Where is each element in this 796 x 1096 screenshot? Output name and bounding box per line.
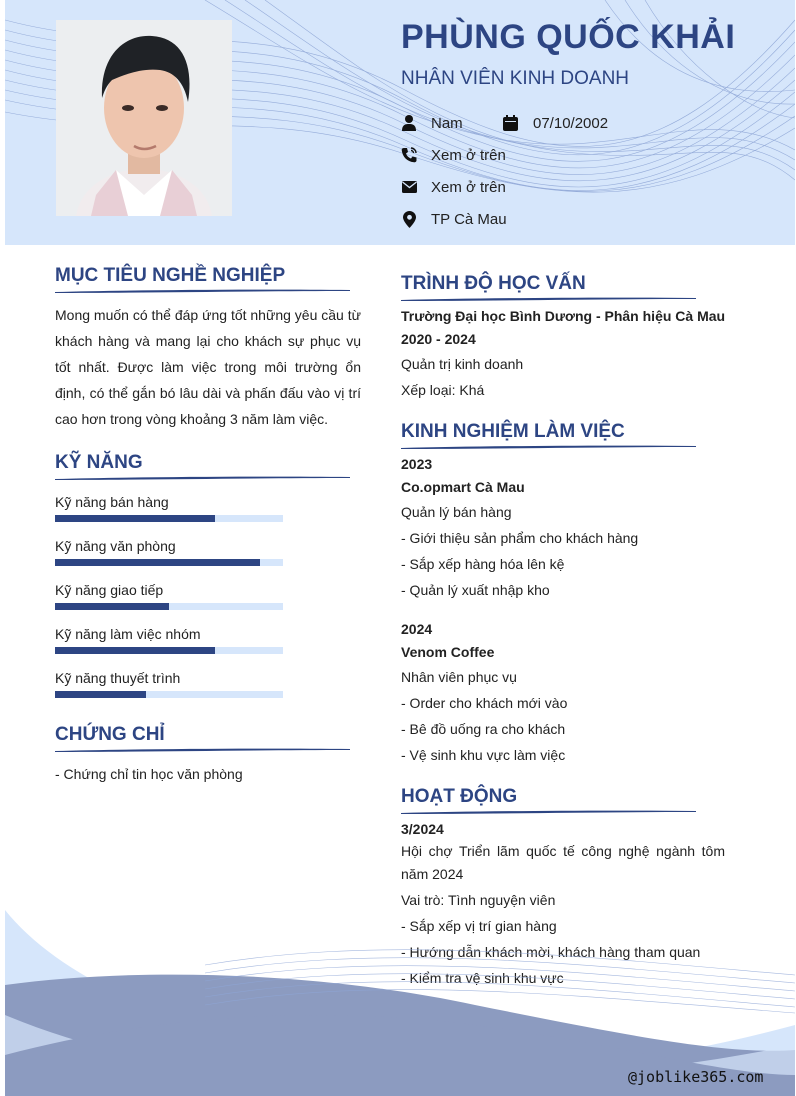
experience-underline [401,444,696,450]
activity-date: 3/2024 [401,821,444,837]
education-major: Quản trị kinh doanh [401,356,524,372]
job-task: - Quản lý xuất nhập kho [401,582,550,598]
skill-fill [55,691,146,698]
gender-row [401,113,463,133]
certificate-item: - Chứng chỉ tin học văn phòng [55,766,243,782]
skill-label: Kỹ năng bán hàng [55,494,169,510]
watermark-text: @joblike365.com [628,1068,764,1086]
skill-fill [55,603,169,610]
objective-text: Mong muốn có thể đáp ứng tốt những yêu cầu từ khách hàng và mang lại cho khách sự phục vụ tốt nhất. Được làm việc trong môi trường ổn định, có thể gắn bó lâu dài và phấn đấu vào vị trí cao hơn trong vòng khoảng 3 năm làm việc. [55,307,361,427]
job-company: Venom Coffee [401,644,495,660]
activity-task: - Kiểm tra vệ sinh khu vực [401,970,564,986]
skill-label: Kỹ năng giao tiếp [55,582,164,598]
user-icon [401,114,417,132]
job-role: Quản lý bán hàng [401,504,512,520]
phone-value: Xem ở trên [431,146,506,164]
skill-bar [55,691,283,698]
education-school: Trường Đại học Bình Dương - Phân hiệu Cà Mau [401,308,726,324]
job-year: 2023 [401,456,433,472]
email-value: Xem ở trên [431,178,506,196]
profile-photo [56,20,232,216]
candidate-name: PHÙNG QUỐC KHẢI [401,18,736,56]
skill-bar [55,515,283,522]
skill-label: Kỹ năng làm việc nhóm [55,626,201,642]
job-company: Co.opmart Cà Mau [401,479,525,495]
job-task: - Bê đồ uống ra cho khách [401,721,566,737]
education-underline [401,296,696,302]
skill-bar [55,603,283,610]
skills-underline [55,475,350,481]
job-task: - Order cho khách mới vào [401,695,568,711]
gender-value: Nam [431,114,463,132]
skill-fill [55,559,260,566]
certificates-title: CHỨNG CHỈ [55,724,165,745]
activities-title: HOẠT ĐỘNG [401,786,518,807]
dob-value: 07/10/2002 [533,114,609,132]
job-year: 2024 [401,621,433,637]
skill-bar [55,559,283,566]
skill-label: Kỹ năng văn phòng [55,538,176,554]
experience-title: KINH NGHIỆM LÀM VIỆC [401,421,625,442]
address-value: TP Cà Mau [431,210,507,228]
activity-task: - Hướng dẫn khách mời, khách hàng tham quan [401,944,701,960]
job-task: - Sắp xếp hàng hóa lên kệ [401,556,565,572]
activity-task: - Sắp xếp vị trí gian hàng [401,918,557,934]
activities-underline [401,809,696,815]
education-title: TRÌNH ĐỘ HỌC VẤN [401,273,586,294]
email-row [401,177,506,197]
phone-icon [401,146,417,164]
skill-fill [55,647,215,654]
education-years: 2020 - 2024 [401,331,476,347]
phone-row [401,145,506,165]
objective-underline [55,288,350,294]
skill-bar [55,647,283,654]
objective-title: MỤC TIÊU NGHỀ NGHIỆP [55,265,286,286]
skill-label: Kỹ năng thuyết trình [55,670,181,686]
job-task: - Giới thiệu sản phẩm cho khách hàng [401,530,639,546]
job-role: Nhân viên phục vụ [401,669,517,685]
calendar-icon [503,114,519,132]
activity-event: Hội chợ Triển lãm quốc tế công nghệ ngành tôm năm 2024 [401,843,725,882]
address-row [401,209,507,229]
certificates-underline [55,747,350,753]
map-pin-icon [401,210,417,228]
job-task: - Vệ sinh khu vực làm việc [401,747,566,763]
dob-row [503,113,608,133]
candidate-title: NHÂN VIÊN KINH DOANH [401,68,630,89]
education-grade: Xếp loại: Khá [401,382,485,398]
skills-title: KỸ NĂNG [55,452,143,473]
activity-role: Vai trò: Tình nguyện viên [401,892,556,908]
skill-fill [55,515,215,522]
envelope-icon [401,178,417,196]
